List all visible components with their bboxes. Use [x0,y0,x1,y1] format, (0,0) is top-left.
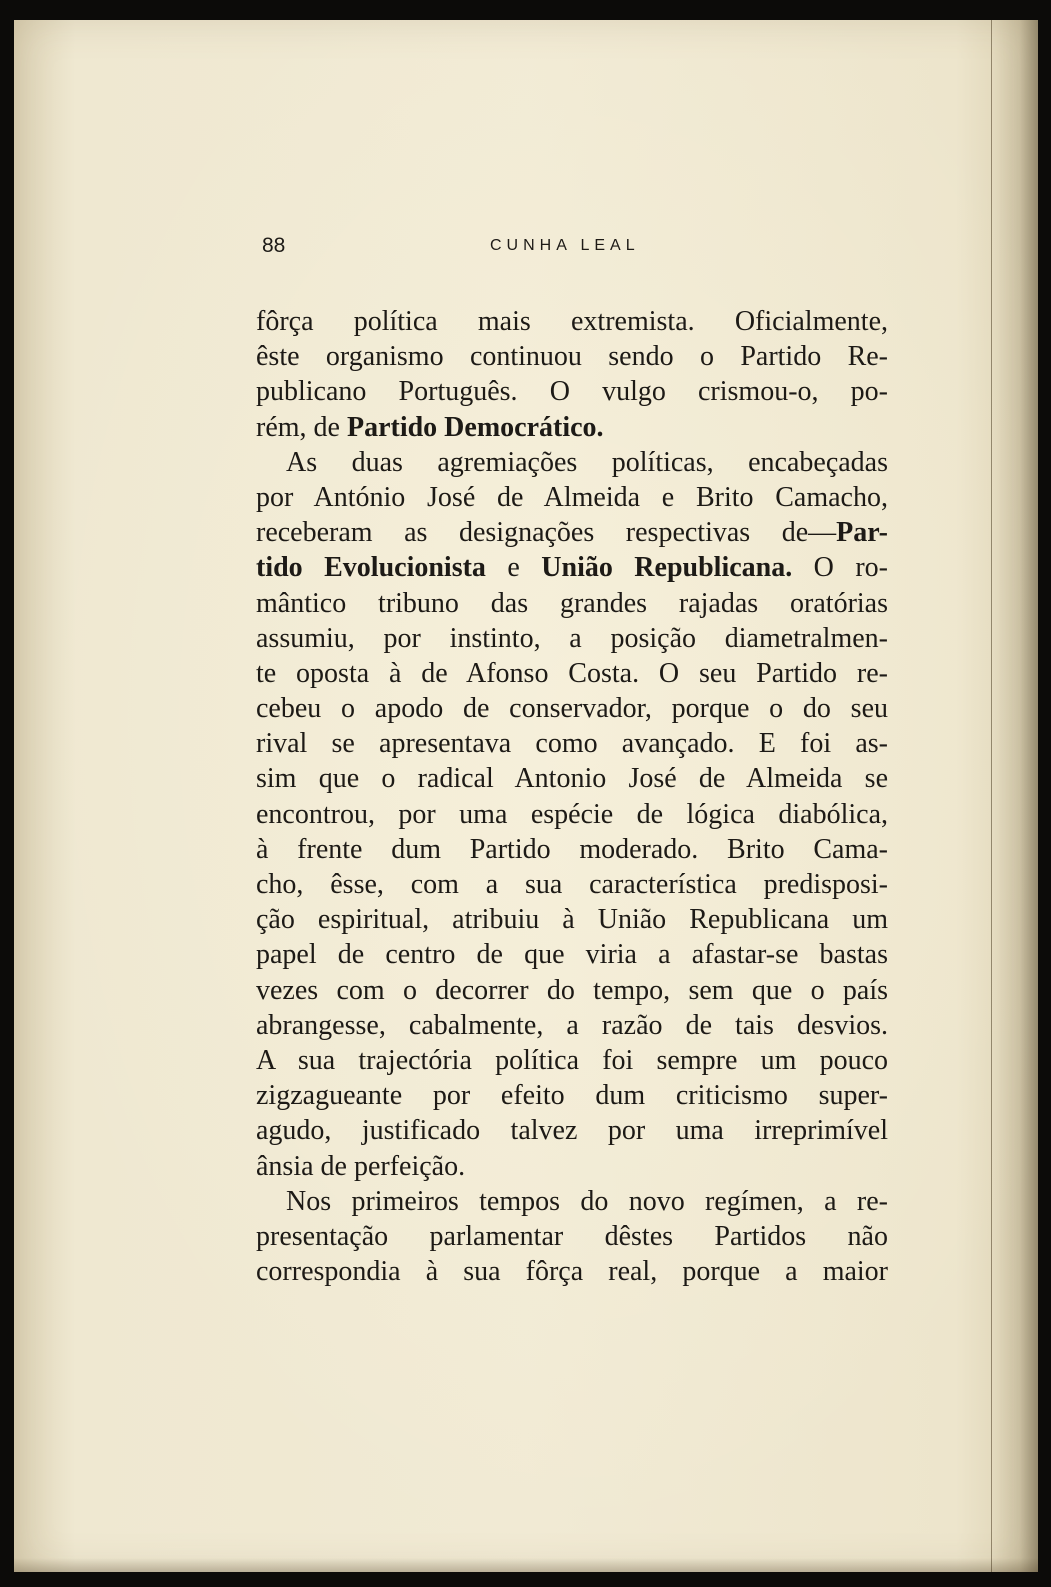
book-page [14,20,1038,1572]
text-line: Nos primeiros tempos do novo regímen, a re- [286,1185,888,1217]
running-head: CUNHA LEAL [490,237,640,254]
body-text [256,304,888,1289]
text-line: agudo, justificado talvez por uma irreprimível [256,1115,888,1147]
text-line: te oposta à de Afonso Costa. O seu Partido re- [256,657,888,689]
text-line: correspondia à sua fôrça real, porque a maior [256,1256,888,1288]
page-edge-shadow [991,20,1038,1572]
text-line: à frente dum Partido moderado. Brito Cama- [256,833,888,865]
bold-term: União Republicana. [541,552,793,584]
text-line: ânsia de perfeição. [256,1150,466,1182]
text-line: presentação parlamentar dêstes Partidos não [256,1220,888,1252]
page-header [254,234,884,264]
text-line: abrangesse, cabalmente, a razão de tais desvios. [256,1009,888,1041]
text-line: papel de centro de que viria a afastar-se bastas [256,939,888,971]
text-line: receberam as designações respectivas de—Par- [256,517,888,549]
bold-term: tido Evolucionista [256,552,486,584]
text-line: mântico tribuno das grandes rajadas oratórias [256,587,888,619]
text-line: cebeu o apodo de conservador, porque o do seu [256,693,888,725]
text-line: encontrou, por uma espécie de lógica diabólica, [256,798,888,830]
text-line: fôrça política mais extremista. Oficialmente, [256,306,888,337]
page-number: 88 [262,234,286,257]
text-line: tido Evolucionista e União Republicana. O ro- [256,552,889,584]
bold-term: Partido Democrático. [346,411,604,443]
text-line: êste organismo continuou sendo o Partido Re- [256,341,888,373]
text-line: por António José de Almeida e Brito Camacho, [256,481,888,513]
text-line: cho, êsse, com a sua característica predisposi- [256,869,888,900]
page-bottom-shadow [14,1558,1038,1572]
bold-term: Par- [836,517,888,549]
text-line: A sua trajectória política foi sempre um pouco [256,1044,888,1076]
text-line: assumiu, por instinto, a posição diametralmen- [256,622,888,654]
text-line: publicano Português. O vulgo crismou-o, po- [256,376,888,408]
text-line: zigzagueante por efeito dum criticismo super- [256,1080,888,1112]
text-line: As duas agremiações políticas, encabeçadas [286,446,888,478]
text-line: vezes com o decorrer do tempo, sem que o país [256,974,888,1006]
text-line: sim que o radical Antonio José de Almeida se [256,763,888,795]
text-line: rém, de Partido Democrático. [256,411,604,443]
text-line: rival se apresentava como avançado. E foi as- [256,728,888,760]
text-line: ção espiritual, atribuiu à União Republicana um [256,904,888,936]
